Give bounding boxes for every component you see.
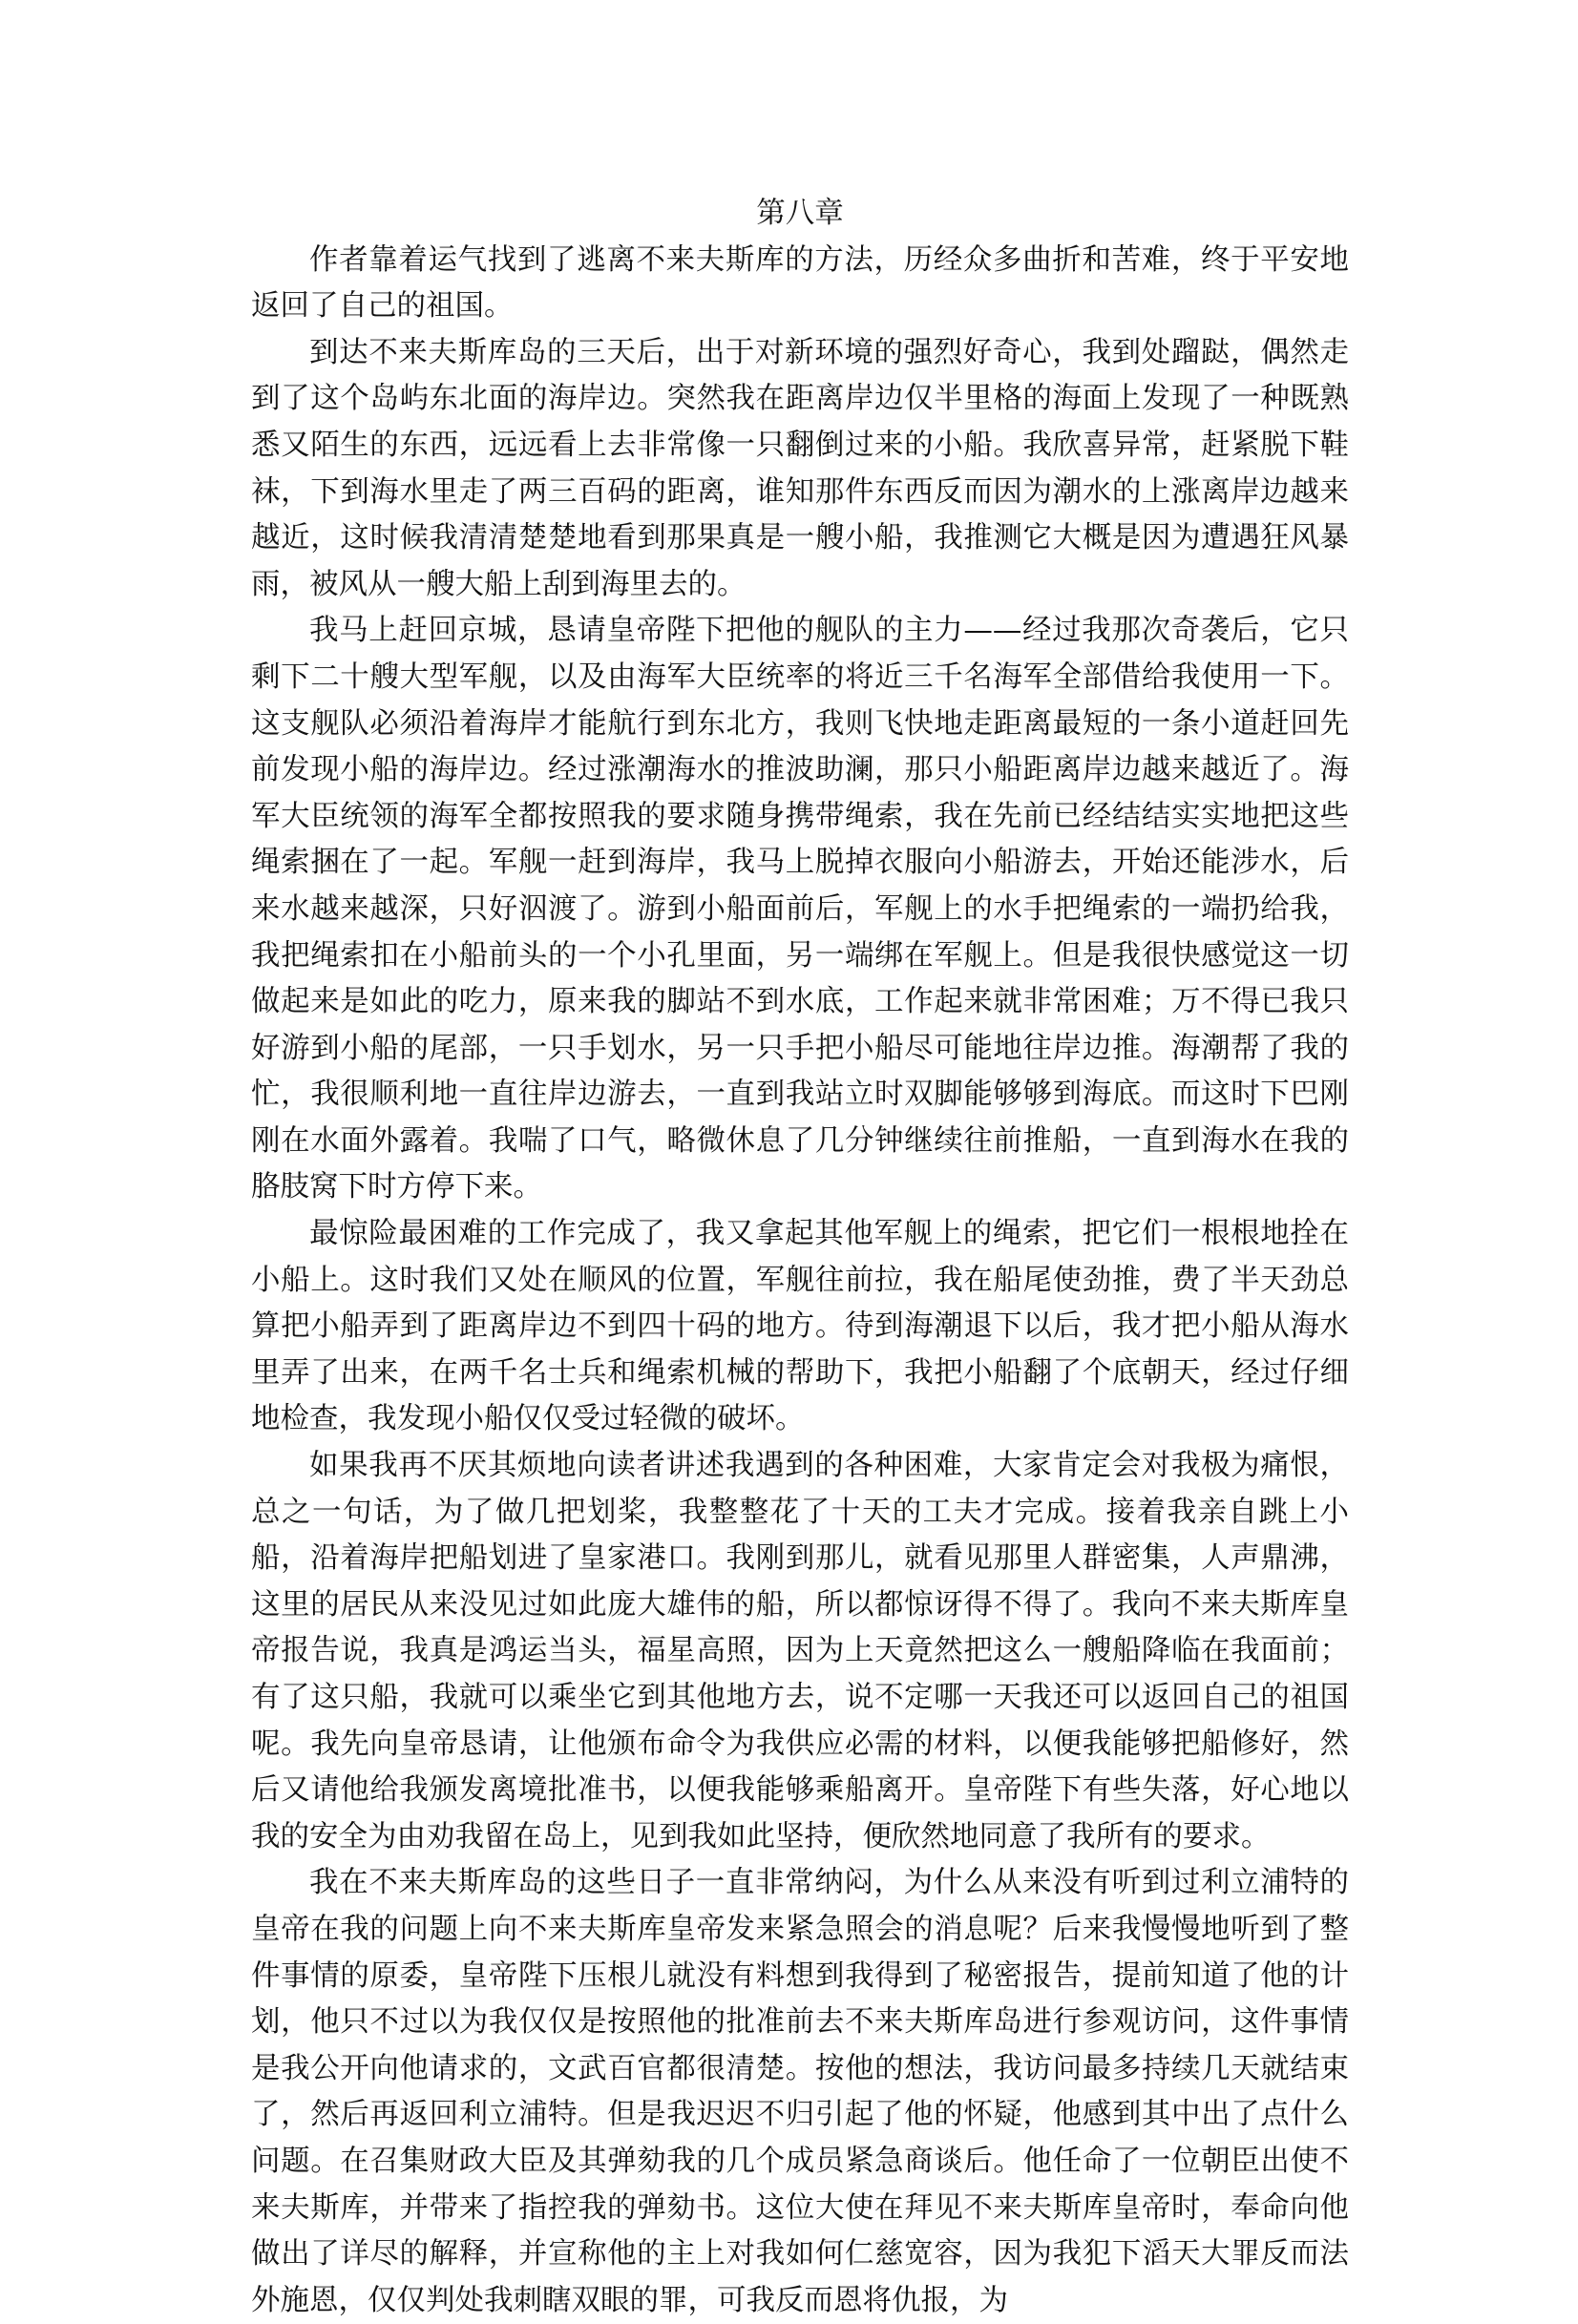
- paragraph: 我在不来夫斯库岛的这些日子一直非常纳闷，为什么从来没有听到过利立浦特的皇帝在我的问题上向不来夫斯库皇帝发来紧急照会的消息呢？后来我慢慢地听到了整件事情的原委，皇帝陛下压根儿就没有料想到我得到了秘密报告，提前知道了他的计划，他只不过以为我仅仅是按照他的批准前去不来夫斯库岛进行参观访问，这件事情是我公开向他请求的，文武百官都很清楚。按他的想法，我访问最多持续几天就结束了，然后再返回利立浦特。但是我迟迟不归引起了他的怀疑，他感到其中出了点什么问题。在召集财政大臣及其弹劾我的几个成员紧急商谈后。他任命了一位朝臣出使不来夫斯库，并带来了指控我的弹劾书。这位大使在拜见不来夫斯库皇帝时，奉命向他做出了详尽的解释，并宣称他的主上对我如何仁慈宽容，因为我犯下滔天大罪反而法外施恩，仅仅判处我刺瞎双眼的罪，可我反而恩将仇报，为: [251, 1866, 1349, 2317]
- paragraph: 最惊险最困难的工作完成了，我又拿起其他军舰上的绳索，把它们一根根地拴在小船上。这时我们又处在顺风的位置，军舰往前拉，我在船尾使劲推，费了半天劲总算把小船弄到了距离岸边不到四十码的地方。待到海潮退下以后，我才把小船从海水里弄了出来，在两千名士兵和绳索机械的帮助下，我把小船翻了个底朝天，经过仔细地检查，我发现小船仅仅受过轻微的破坏。: [251, 1217, 1349, 1436]
- document-page: [251, 191, 1349, 2324]
- paragraph: 如果我再不厌其烦地向读者讲述我遇到的各种困难，大家肯定会对我极为痛恨，总之一句话，为了做几把划桨，我整整花了十天的工夫才完成。接着我亲自跳上小船，沿着海岸把船划进了皇家港口。我刚到那儿，就看见那里人群密集，人声鼎沸，这里的居民从来没见过如此庞大雄伟的船，所以都惊讶得不得了。我向不来夫斯库皇帝报告说，我真是鸿运当头，福星高照，因为上天竟然把这么一艘船降临在我面前；有了这只船，我就可以乘坐它到其他地方去，说不定哪一天我还可以返回自己的祖国呢。我先向皇帝恳请，让他颁布命令为我供应必需的材料，以便我能够把船修好，然后又请他给我颁发离境批准书，以便我能够乘船离开。皇帝陛下有些失落，好心地以我的安全为由劝我留在岛上，见到我如此坚持，便欣然地同意了我所有的要求。: [251, 1449, 1349, 1853]
- paragraph: 作者靠着运气找到了逃离不来夫斯库的方法，历经众多曲折和苦难，终于平安地返回了自己的祖国。: [251, 242, 1349, 324]
- paragraph: 到达不来夫斯库岛的三天后，出于对新环境的强烈好奇心，我到处蹓跶，偶然走到了这个岛屿东北面的海岸边。突然我在距离岸边仅半里格的海面上发现了一种既熟悉又陌生的东西，远远看上去非常像一只翻倒过来的小船。我欣喜异常，赶紧脱下鞋袜，下到海水里走了两三百码的距离，谁知那件东西反而因为潮水的上涨离岸边越来越近，这时候我清清楚楚地看到那果真是一艘小船，我推测它大概是因为遭遇狂风暴雨，被风从一艘大船上刮到海里去的。: [251, 335, 1349, 601]
- paragraph: 我马上赶回京城，恳请皇帝陛下把他的舰队的主力——经过我那次奇袭后，它只剩下二十艘大型军舰，以及由海军大臣统率的将近三千名海军全部借给我使用一下。这支舰队必须沿着海岸才能航行到东北方，我则飞快地走距离最短的一条小道赶回先前发现小船的海岸边。经过涨潮海水的推波助澜，那只小船距离岸边越来越近了。海军大臣统领的海军全都按照我的要求随身携带绳索，我在先前已经结结实实地把这些绳索捆在了一起。军舰一赶到海岸，我马上脱掉衣服向小船游去，开始还能涉水，后来水越来越深，只好泅渡了。游到小船面前后，军舰上的水手把绳索的一端扔给我，我把绳索扣在小船前头的一个小孔里面，另一端绑在军舰上。但是我很快感觉这一切做起来是如此的吃力，原来我的脚站不到水底，工作起来就非常困难；万不得已我只好游到小船的尾部，一只手划水，另一只手把小船尽可能地往岸边推。海潮帮了我的忙，我很顺利地一直往岸边游去，一直到我站立时双脚能够够到海底。而这时下巴刚刚在水面外露着。我喘了口气，略微休息了几分钟继续往前推船，一直到海水在我的胳肢窝下时方停下来。: [251, 614, 1349, 1204]
- chapter-title: 第八章: [756, 197, 844, 230]
